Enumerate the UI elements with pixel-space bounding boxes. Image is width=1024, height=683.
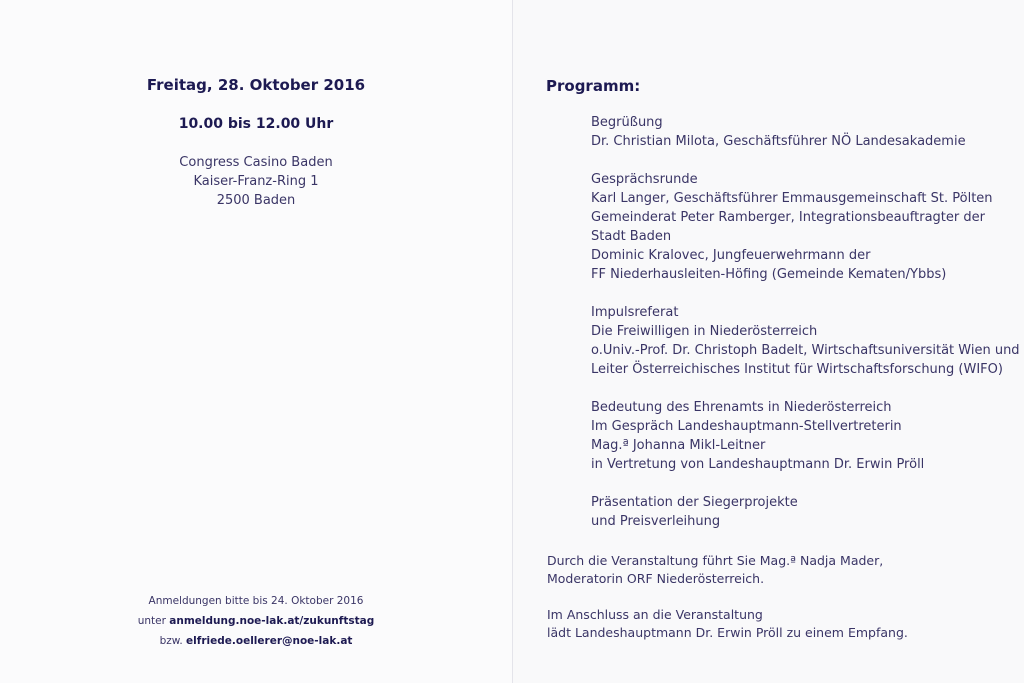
registration-email[interactable]: elfriede.oellerer@noe-lak.at: [186, 635, 353, 647]
reception-note: [547, 606, 908, 642]
program-title: Programm:: [546, 77, 641, 95]
registration-email-prefix: bzw.: [159, 635, 187, 647]
reception-line: lädt Landeshauptmann Dr. Erwin Pröll zu einem Empfang.: [547, 625, 908, 640]
venue-address: [0, 153, 512, 210]
venue-line: Kaiser-Franz-Ring 1: [193, 174, 319, 189]
program-line: Gesprächsrunde: [591, 172, 698, 187]
registration-url-prefix: unter: [137, 615, 170, 627]
registration-deadline: Anmeldungen bitte bis 24. Oktober 2016: [148, 595, 364, 607]
program-item-discussion: [591, 170, 1020, 284]
program-item-volunteering: [591, 398, 1020, 474]
venue-line: Congress Casino Baden: [179, 155, 333, 170]
program-line: und Preisverleihung: [591, 514, 721, 529]
program-line: in Vertretung von Landeshauptmann Dr. Erwin Pröll: [591, 457, 925, 472]
program-line: Dr. Christian Milota, Geschäftsführer NÖ Landesakademie: [591, 134, 966, 149]
venue-line: 2500 Baden: [216, 193, 296, 208]
registration-url-line: [0, 611, 512, 631]
program-line: Karl Langer, Geschäftsführer Emmausgemeinschaft St. Pölten: [591, 191, 993, 206]
registration-email-line: [0, 631, 512, 651]
program-line: FF Niederhausleiten-Höfing (Gemeinde Kematen/Ybbs): [591, 267, 947, 282]
registration-url[interactable]: anmeldung.noe-lak.at/zukunftstag: [169, 615, 375, 627]
program-line: Dominic Kralovec, Jungfeuerwehrmann der: [591, 248, 871, 263]
event-time: 10.00 bis 12.00 Uhr: [178, 116, 334, 132]
reception-line: Im Anschluss an die Veranstaltung: [547, 607, 763, 622]
program-line: Bedeutung des Ehrenamts in Niederösterreich: [591, 400, 892, 415]
program-line: Im Gespräch Landeshauptmann-Stellvertreterin: [591, 419, 902, 434]
program-line: Die Freiwilligen in Niederösterreich: [591, 324, 818, 339]
program-list: [591, 113, 1020, 550]
event-date: Freitag, 28. Oktober 2016: [146, 76, 366, 94]
program-line: Präsentation der Siegerprojekte: [591, 495, 798, 510]
program-line: Begrüßung: [591, 115, 663, 130]
program-line: Leiter Österreichisches Institut für Wirtschaftsforschung (WIFO): [591, 362, 1003, 377]
program-item-welcome: [591, 113, 1020, 151]
program-item-awards: [591, 493, 1020, 531]
program-line: o.Univ.-Prof. Dr. Christoph Badelt, Wirtschaftsuniversität Wien und: [591, 343, 1020, 358]
program-item-keynote: [591, 303, 1020, 379]
moderator-note: [547, 552, 883, 588]
program-line: Stadt Baden: [591, 229, 672, 244]
registration-info: [0, 591, 512, 651]
program-line: Impulsreferat: [591, 305, 679, 320]
program-line: Gemeinderat Peter Ramberger, Integrationsbeauftragter der: [591, 210, 985, 225]
program-line: Mag.ª Johanna Mikl-Leitner: [591, 438, 766, 453]
moderator-line: Durch die Veranstaltung führt Sie Mag.ª Nadja Mader,: [547, 553, 884, 568]
moderator-line: Moderatorin ORF Niederösterreich.: [547, 571, 765, 586]
